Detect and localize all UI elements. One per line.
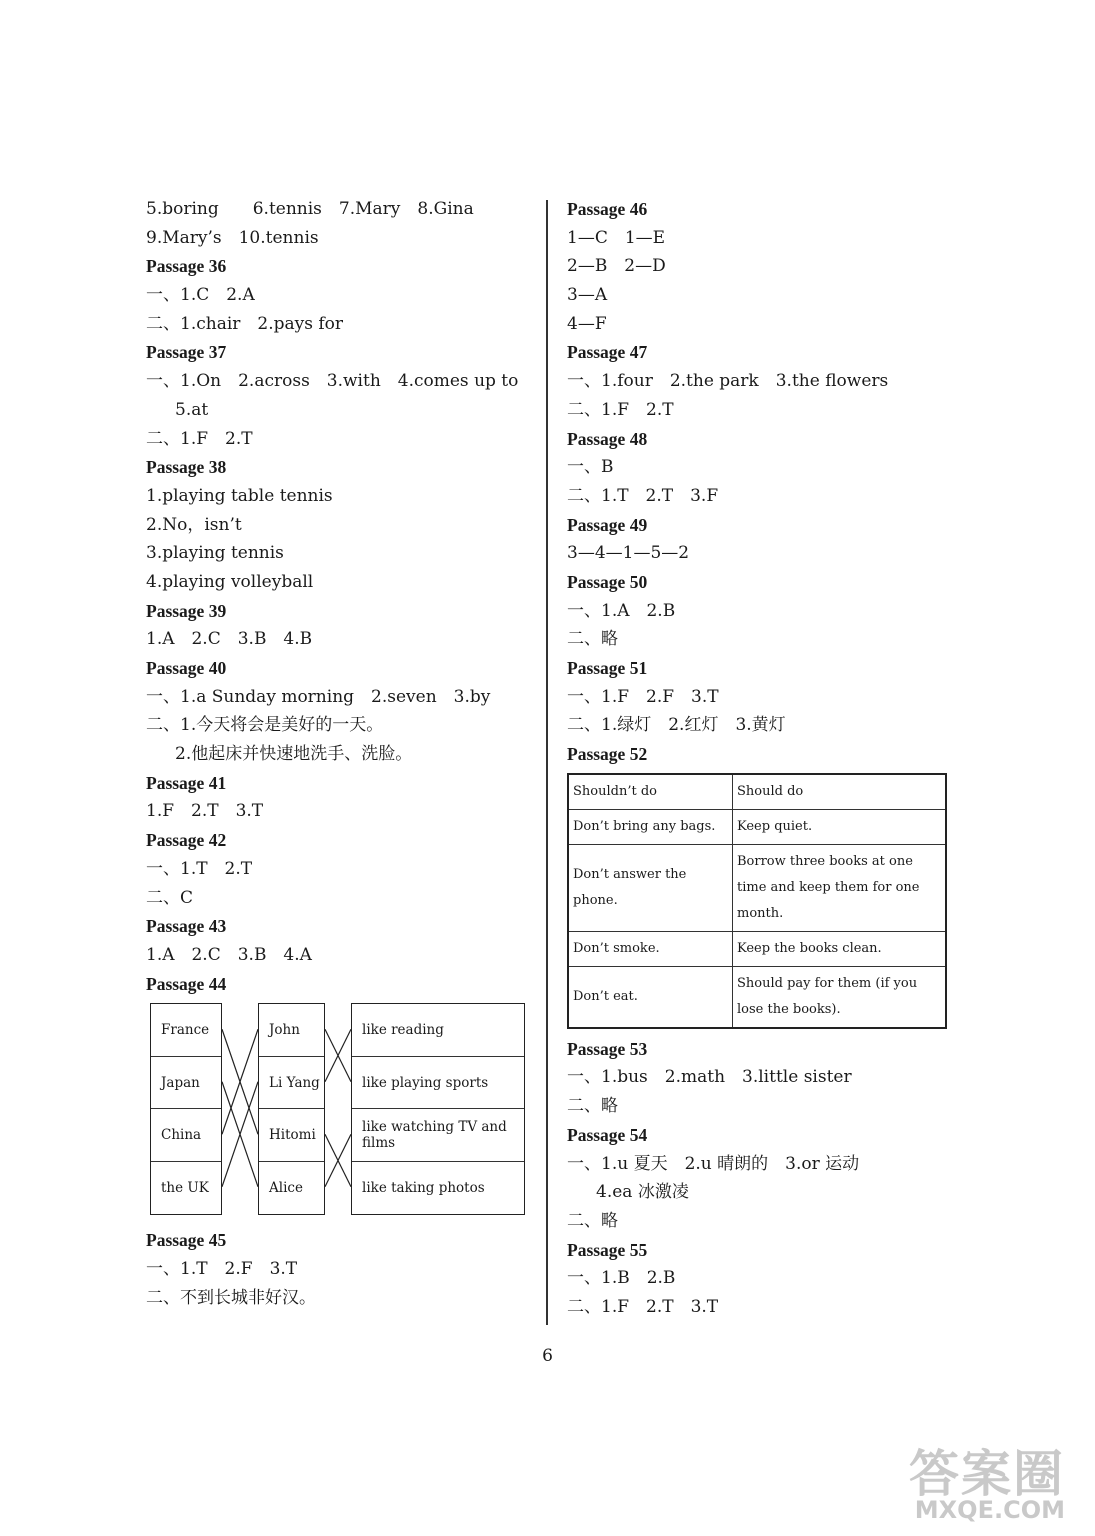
- answer-line: 一、1.T 2.T: [146, 858, 253, 879]
- answer-line: 1.F 2.T 3.T: [146, 801, 264, 822]
- country-cell: Japan: [151, 1057, 221, 1110]
- column-divider: [546, 200, 548, 1325]
- answer-line: 一、1.a Sunday morning 2.seven 3.by: [146, 686, 491, 707]
- watermark-en: MXQE.COM: [914, 1496, 1065, 1524]
- shouldnt-do-cell: Don’t smoke.: [568, 931, 733, 966]
- countries-box: [150, 1003, 222, 1215]
- right-lines: [567, 195, 957, 769]
- watermark-cn: 答案圈: [909, 1445, 1065, 1503]
- should-do-cell: Borrow three books at one time and keep them for one month.: [733, 844, 947, 931]
- passage-heading: Passage 42: [146, 830, 227, 851]
- passage-heading: Passage 51: [567, 658, 648, 678]
- passage-heading: Passage 55: [567, 1239, 648, 1260]
- passage-heading: Passage 47: [567, 342, 648, 363]
- table-row: [568, 931, 946, 966]
- answer-line: 3.playing tennis: [146, 543, 284, 564]
- passage-heading: Passage 52: [567, 744, 648, 765]
- answer-line: 3—4—1—5—2: [567, 543, 690, 564]
- answer-line: 一、1.T 2.F 3.T: [146, 1258, 298, 1279]
- answer-line: 二、1.F 2.T 3.T: [567, 1296, 719, 1317]
- answer-line: 一、1.u 夏天 2.u 晴朗的 3.or 运动: [567, 1153, 860, 1174]
- passage-heading: Passage 41: [146, 772, 227, 793]
- country-cell: the UK: [161, 1180, 209, 1196]
- passage44-matching: [146, 1003, 526, 1220]
- answer-line: 一、1.C 2.A: [146, 285, 255, 306]
- answer-line: 5.at: [175, 399, 209, 420]
- passage-heading: Passage 37: [146, 342, 227, 363]
- answer-line: 1—C 1—E: [567, 227, 666, 248]
- answer-line: 一、1.B 2.B: [567, 1268, 676, 1289]
- answer-line: 二、1.绿灯 2.红灯 3.黄灯: [567, 715, 786, 736]
- answer-line: 1.playing table tennis: [146, 485, 333, 506]
- passage-heading: Passage 53: [567, 1038, 648, 1059]
- right-column: [567, 195, 957, 1322]
- table-row: [568, 844, 946, 931]
- passage-heading: Passage 38: [146, 457, 227, 478]
- passage-heading: Passage 50: [567, 571, 648, 592]
- passage52-table: [567, 773, 947, 1029]
- table-header: Shouldn’t do: [568, 774, 733, 810]
- answer-line: 1.A 2.C 3.B 4.B: [146, 629, 313, 650]
- answer-line: 二、略: [567, 1210, 618, 1231]
- country-cell: China: [151, 1109, 221, 1162]
- hobby-cell: like watching TV and films: [352, 1109, 524, 1162]
- answer-line: 5.boring 6.tennis 7.Mary 8.Gina: [146, 199, 474, 219]
- should-do-cell: Keep the books clean.: [733, 931, 947, 966]
- answer-line: 3—A: [567, 285, 608, 306]
- passage-heading: Passage 54: [567, 1124, 648, 1145]
- page-number: 6: [542, 1346, 553, 1366]
- answer-line: 1.A 2.C 3.B 4.A: [146, 944, 312, 965]
- answer-line: 二、1.F 2.T: [567, 399, 674, 420]
- right-lines-after: [567, 1035, 957, 1322]
- hobby-cell: like playing sports: [352, 1057, 524, 1110]
- name-cell: Alice: [269, 1180, 303, 1196]
- answer-line: 一、B: [567, 457, 614, 478]
- answer-line: 一、1.four 2.the park 3.the flowers: [567, 371, 889, 392]
- name-cell: Hitomi: [259, 1109, 324, 1162]
- should-do-cell: Should pay for them (if you lose the books).: [733, 966, 947, 1028]
- name-cell: Li Yang: [259, 1057, 324, 1110]
- country-cell: France: [151, 1004, 221, 1057]
- answer-line: 2.他起床并快速地洗手、洗脸。: [175, 744, 413, 765]
- answer-line: 4.playing volleyball: [146, 571, 314, 592]
- answer-line: 二、不到长城非好汉。: [146, 1287, 316, 1308]
- table-row: [568, 809, 946, 844]
- watermark-logo: [890, 1434, 1065, 1524]
- answer-line: 二、略: [567, 629, 618, 650]
- names-box: [258, 1003, 325, 1215]
- answer-line: 二、C: [146, 887, 194, 908]
- name-cell: John: [259, 1004, 324, 1057]
- answer-line: 一、1.On 2.across 3.with 4.comes up to: [146, 371, 519, 392]
- answer-line: 一、1.F 2.F 3.T: [567, 686, 719, 707]
- answer-line: 4—F: [567, 313, 607, 334]
- answer-line: 4.ea 冰激凌: [596, 1182, 689, 1203]
- passage-heading: Passage 49: [567, 514, 648, 535]
- answer-line: 一、1.A 2.B: [567, 600, 676, 621]
- answer-line: 二、1.T 2.T 3.F: [567, 485, 719, 506]
- answer-line: 二、略: [567, 1096, 618, 1117]
- answer-line: 2—B 2—D: [567, 256, 666, 277]
- passage-heading: Passage 40: [146, 658, 227, 678]
- passage-heading: Passage 36: [146, 256, 227, 277]
- answer-line: 2.No，isn’t: [146, 514, 242, 535]
- passage-heading: Passage 43: [146, 916, 227, 937]
- table-row: [568, 966, 946, 1028]
- left-lines-after: [146, 1226, 536, 1312]
- hobby-cell: like reading: [352, 1004, 524, 1057]
- shouldnt-do-cell: Don’t bring any bags.: [568, 809, 733, 844]
- should-do-cell: Keep quiet.: [733, 809, 947, 844]
- left-column: [146, 195, 536, 1312]
- hobby-cell: like taking photos: [362, 1180, 485, 1196]
- table-header: Should do: [733, 774, 947, 810]
- passage-heading: Passage 39: [146, 600, 227, 621]
- passage-heading: Passage 45: [146, 1230, 227, 1251]
- answer-line: 二、1.F 2.T: [146, 428, 253, 449]
- shouldnt-do-cell: Don’t eat.: [568, 966, 733, 1028]
- hobbies-box: [351, 1003, 525, 1215]
- passage-heading: Passage 44: [146, 973, 227, 994]
- shouldnt-do-cell: Don’t answer the phone.: [568, 844, 733, 931]
- left-lines: [146, 195, 536, 998]
- answer-line: 9.Mary’s 10.tennis: [146, 227, 319, 248]
- answer-line: 一、1.bus 2.math 3.little sister: [567, 1067, 852, 1088]
- answer-line: 二、1.今天将会是美好的一天。: [146, 715, 384, 736]
- answer-line: 二、1.chair 2.pays for: [146, 313, 344, 334]
- passage-heading: Passage 46: [567, 199, 648, 219]
- passage-heading: Passage 48: [567, 428, 648, 449]
